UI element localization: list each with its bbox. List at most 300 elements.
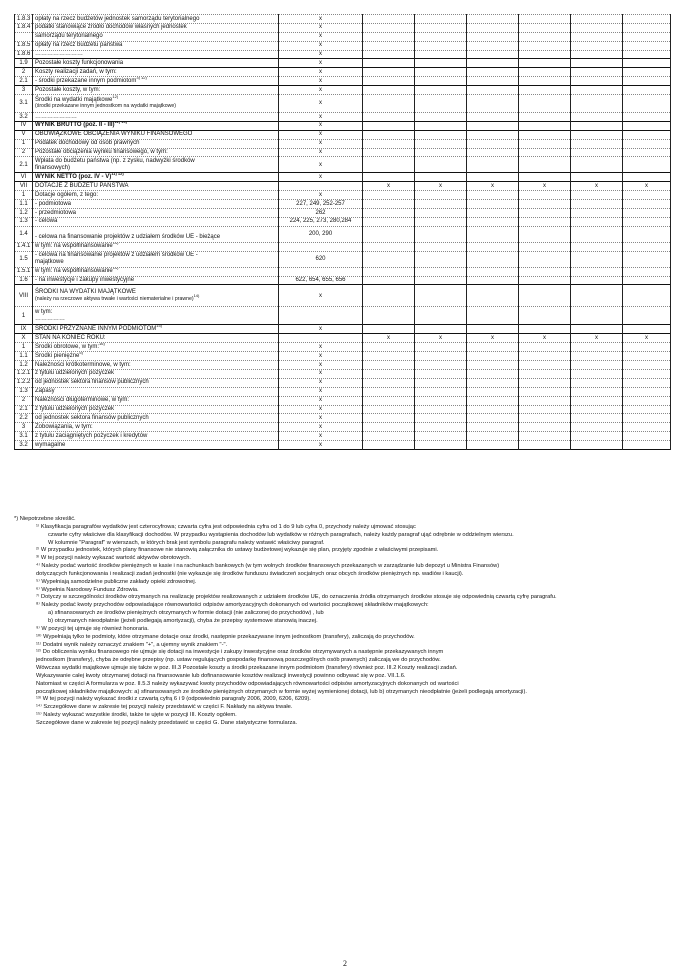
row-label-text: ŚRODKI NA WYDATKI MAJĄTKOWE — [35, 289, 136, 296]
row-label — [33, 405, 279, 414]
value-cell — [571, 285, 623, 307]
value-cell: x — [519, 182, 571, 191]
value-cell — [519, 307, 571, 325]
paragraph-cell — [279, 139, 363, 148]
value-cell — [415, 352, 467, 361]
value-cell — [571, 41, 623, 50]
value-cell — [415, 32, 467, 41]
value-cell — [623, 86, 671, 95]
value-cell — [363, 23, 415, 32]
value-cell — [363, 307, 415, 325]
value-cell — [363, 130, 415, 139]
x-mark: x — [319, 161, 322, 168]
value-cell — [571, 157, 623, 173]
x-mark: x — [319, 24, 322, 31]
row-number: VIII — [15, 285, 33, 307]
table-row — [15, 251, 671, 267]
value-cell — [623, 148, 671, 157]
row-label-text: Zobowiązania, w tym: — [35, 423, 93, 430]
value-cell — [623, 95, 671, 113]
footnote-line: a) sfinansowanych ze środków pieniężnych otrzymanych w formie dotacji (nie zaliczonej do przychodów) , lub — [48, 610, 324, 617]
value-cell — [623, 121, 671, 130]
value-cell — [519, 276, 571, 285]
value-cell — [363, 113, 415, 122]
row-label — [33, 226, 279, 242]
value-cell — [467, 432, 519, 441]
value-cell — [467, 50, 519, 59]
value-cell — [415, 191, 467, 200]
value-cell: x — [363, 334, 415, 343]
row-label-text: WYNIK BRUTTO (poz. II - III) — [35, 122, 115, 129]
value-cell — [623, 200, 671, 209]
paragraph-cell — [279, 352, 363, 361]
row-number: 1.8.5 — [15, 41, 33, 50]
paragraph-cell — [279, 86, 363, 95]
row-number: 1.2.2 — [15, 378, 33, 387]
row-label-text: od jednostek sektora finansów publicznych — [35, 414, 149, 421]
value-cell: x — [519, 334, 571, 343]
value-cell — [363, 369, 415, 378]
value-cell — [363, 378, 415, 387]
row-label-text: STAN NA KONIEC ROKU: — [35, 334, 106, 341]
table-row — [15, 113, 671, 122]
paragraph-cell: 622, 654, 655, 656 — [279, 276, 363, 285]
value-cell — [623, 405, 671, 414]
page-number: 2 — [343, 959, 347, 968]
value-cell — [519, 387, 571, 396]
row-label — [33, 191, 279, 200]
footnote-line: ¹²⁾ Do obliczenia wyniku finansowego nie ujmuje się dotacji na inwestycje i zakupy inwestycyjne oraz środków otrzymywanych a następnie przekazywanych innym — [36, 649, 444, 656]
value-cell — [571, 68, 623, 77]
x-mark: x — [319, 100, 322, 107]
paragraph-cell — [279, 423, 363, 432]
table-row — [15, 396, 671, 405]
row-number: 1.6 — [15, 276, 33, 285]
paragraph-cell — [279, 369, 363, 378]
footnote-line: Wykazywanie całej kwoty otrzymanej dotacji na finansowanie lub dofinansowanie kosztów realizacji inwestycji powinno odbywać się w poz. VII.1.6. — [36, 672, 406, 679]
value-cell — [415, 41, 467, 50]
value-cell — [415, 130, 467, 139]
value-cell — [623, 378, 671, 387]
table-row — [15, 441, 671, 450]
value-cell — [571, 32, 623, 41]
form-sheet — [14, 14, 670, 450]
footnote-ref: 16) — [99, 342, 105, 346]
footnote-line: ¹³⁾ W tej pozycji należy wykazać środki z czwartą cyfrą 6 i 9 (odpowiednio paragrafy 2006, 2009, 6206, 6209). — [36, 696, 311, 703]
value-cell — [467, 200, 519, 209]
value-cell — [571, 242, 623, 251]
row-label-text: - celowa na finansowanie projektów z udziałem środków UE - — [35, 252, 198, 259]
value-cell — [467, 95, 519, 113]
value-cell — [467, 369, 519, 378]
paragraph-cell — [279, 113, 363, 122]
value-cell — [363, 361, 415, 370]
row-label-cont: - celowa na finansowanie projektów z udziałem środków UE - bieżące — [35, 234, 221, 241]
table-row — [15, 432, 671, 441]
value-cell — [415, 173, 467, 182]
footnote-line: ⁵⁾ Wypełniają samodzielne publiczne zakłady opieki zdrowotnej. — [36, 578, 197, 585]
paragraph-cell: 262 — [279, 209, 363, 218]
value-cell — [467, 387, 519, 396]
value-cell — [363, 200, 415, 209]
paragraph-cell — [279, 23, 363, 32]
row-label — [33, 15, 279, 24]
value-cell — [363, 251, 415, 267]
value-cell — [519, 242, 571, 251]
row-label-text: opłaty na rzecz budżetu państwa — [35, 42, 123, 49]
row-label-text: z tytułu zaciągniętych pożyczek i kredytów — [35, 432, 148, 439]
value-cell — [519, 343, 571, 352]
paragraph-cell — [279, 191, 363, 200]
value-cell — [571, 139, 623, 148]
table-row — [15, 130, 671, 139]
value-cell — [571, 414, 623, 423]
value-cell — [571, 267, 623, 276]
x-mark: x — [319, 406, 322, 412]
row-label-text: opłaty na rzecz budżetów jednostek samorządu terytorialnego — [35, 15, 200, 22]
value-cell — [519, 267, 571, 276]
footnotes — [14, 516, 674, 728]
row-label-text: - na inwestycje i zakupy inwestycyjne — [35, 277, 135, 284]
paragraph-cell — [279, 130, 363, 139]
row-label-text: Należności długoterminowe, w tym: — [35, 397, 130, 404]
value-cell — [467, 32, 519, 41]
value-cell: x — [571, 182, 623, 191]
row-number: 1 — [15, 139, 33, 148]
row-label — [33, 23, 279, 32]
table-row — [15, 77, 671, 86]
row-number: 2 — [15, 396, 33, 405]
value-cell — [415, 405, 467, 414]
footnote-line: jednostkom (transfery), chyba że odrębne przepisy (np. ustaw regulujących gospodarkę finansową poszczególnych osób prawnych) zaliczają we do przychodów. — [36, 657, 441, 664]
row-number: 1.1 — [15, 200, 33, 209]
value-cell — [519, 191, 571, 200]
row-number: 3 — [15, 423, 33, 432]
paragraph-cell — [279, 325, 363, 334]
row-label — [33, 251, 279, 267]
paragraph-cell — [279, 285, 363, 307]
value-cell — [415, 200, 467, 209]
x-mark: x — [319, 441, 322, 448]
row-number: 3.1 — [15, 432, 33, 441]
value-cell — [415, 139, 467, 148]
value-cell — [363, 396, 415, 405]
row-label-text: DOTACJE Z BUDŻETU PAŃSTWA — [35, 182, 129, 189]
row-number: 1.3 — [15, 217, 33, 226]
x-mark: x — [319, 361, 322, 368]
footnote-line: dotyczących funkcjonowania i realizacji zadań jednostki (nie wykazuje się środków funduszu świadczeń socjalnych oraz obcych środków pieniężnych np. wadiów i kaucji). — [36, 570, 464, 577]
row-number: 1 — [15, 343, 33, 352]
row-label-text: - przedmiotowa — [35, 209, 77, 216]
value-cell — [623, 173, 671, 182]
value-cell — [623, 157, 671, 173]
value-cell — [363, 405, 415, 414]
financial-plan-table — [14, 14, 671, 450]
value-cell — [571, 217, 623, 226]
x-mark: x — [319, 131, 322, 138]
value-cell — [623, 396, 671, 405]
value-cell — [519, 405, 571, 414]
row-label — [33, 173, 279, 182]
table-row — [15, 387, 671, 396]
value-cell — [467, 276, 519, 285]
footnote-line: ¹⁰⁾ Wypełniają tylko te podmioty, które otrzymane dotacje oraz środki, następnie przekazywane innym jednostkom (transfery), zaliczają do przychodów. — [36, 633, 415, 640]
value-cell — [571, 209, 623, 218]
value-cell — [363, 325, 415, 334]
row-label-cont: …………… — [35, 315, 65, 322]
value-cell — [571, 15, 623, 24]
value-cell — [363, 191, 415, 200]
value-cell — [467, 251, 519, 267]
value-cell — [415, 226, 467, 242]
row-label-text: w tym: na współfinansowanie — [35, 243, 113, 250]
value-cell — [467, 148, 519, 157]
value-cell — [519, 15, 571, 24]
table-row — [15, 242, 671, 251]
x-mark: x — [319, 86, 322, 93]
value-cell — [363, 86, 415, 95]
footnote-line: ³⁾ W tej pozycji należy wykazać wartość aktywów obrotowych. — [36, 555, 192, 562]
row-label-text: Koszty realizacji zadań, w tym: — [35, 68, 117, 75]
paragraph-cell — [279, 68, 363, 77]
row-number: 2 — [15, 148, 33, 157]
footnote-ref: 11) 12) — [111, 172, 124, 176]
row-label — [33, 432, 279, 441]
value-cell — [519, 41, 571, 50]
table-row — [15, 95, 671, 113]
row-label-text: z tytułu udzielonych pożyczek — [35, 370, 115, 377]
value-cell — [415, 285, 467, 307]
value-cell — [519, 414, 571, 423]
paragraph-cell — [279, 15, 363, 24]
value-cell — [571, 113, 623, 122]
row-label — [33, 157, 279, 173]
value-cell — [623, 432, 671, 441]
footnote-line: *) Niepotrzebne skreślić. — [14, 516, 76, 522]
row-number: 1.1 — [15, 352, 33, 361]
value-cell — [519, 59, 571, 68]
row-label — [33, 378, 279, 387]
value-cell — [623, 226, 671, 242]
row-number: 3.1 — [15, 95, 33, 113]
table-row — [15, 200, 671, 209]
paragraph-cell — [279, 41, 363, 50]
row-label — [33, 423, 279, 432]
value-cell — [363, 285, 415, 307]
row-number: 1.2 — [15, 361, 33, 370]
value-cell — [363, 276, 415, 285]
row-label — [33, 41, 279, 50]
row-label — [33, 242, 279, 251]
value-cell — [363, 352, 415, 361]
value-cell — [571, 173, 623, 182]
value-cell — [519, 173, 571, 182]
value-cell — [623, 307, 671, 325]
row-label — [33, 200, 279, 209]
value-cell — [467, 242, 519, 251]
row-label — [33, 95, 279, 113]
value-cell — [623, 59, 671, 68]
row-label — [33, 86, 279, 95]
row-number — [15, 32, 33, 41]
value-cell — [415, 15, 467, 24]
footnote-line: ⁸⁾ Należy podać kwoty przychodów odpowiadające równowartości odpisów amortyzacyjnych dokonanych od wartości początkowej składników majątkowych: — [36, 602, 429, 609]
row-label — [33, 387, 279, 396]
value-cell — [571, 405, 623, 414]
row-label-cont: finansowych) — [35, 164, 71, 171]
footnote-line: ⁹⁾ W pozycji tej ujmuje się również honoraria. — [36, 625, 149, 632]
row-label — [33, 267, 279, 276]
value-cell — [415, 343, 467, 352]
value-cell — [623, 191, 671, 200]
value-cell — [623, 369, 671, 378]
value-cell — [363, 15, 415, 24]
value-cell — [571, 86, 623, 95]
table-row — [15, 121, 671, 130]
value-cell — [363, 217, 415, 226]
value-cell — [467, 441, 519, 450]
footnote-line: W kolumnie "Paragraf" w wierszach, w których brak jest symbolu paragrafu należy wstawić właściwy paragraf. — [48, 539, 325, 546]
value-cell — [363, 441, 415, 450]
row-label — [33, 121, 279, 130]
paragraph-cell — [279, 432, 363, 441]
paragraph-cell: 227, 249, 252-257 — [279, 200, 363, 209]
row-number: 3.2 — [15, 113, 33, 122]
value-cell — [363, 32, 415, 41]
value-cell — [623, 423, 671, 432]
row-label-text: Pozostałe koszty, w tym: — [35, 86, 101, 93]
x-mark: x — [319, 51, 322, 58]
row-label — [33, 334, 279, 343]
table-row — [15, 209, 671, 218]
table-row — [15, 182, 671, 191]
value-cell — [623, 267, 671, 276]
paragraph-cell — [279, 50, 363, 59]
value-cell — [415, 157, 467, 173]
value-cell — [571, 276, 623, 285]
value-cell — [415, 251, 467, 267]
value-cell: x — [467, 334, 519, 343]
value-cell — [363, 95, 415, 113]
value-cell — [415, 59, 467, 68]
row-number: 1 — [15, 191, 33, 200]
table-row — [15, 157, 671, 173]
paragraph-cell — [279, 148, 363, 157]
row-label — [33, 139, 279, 148]
x-mark: x — [319, 388, 322, 395]
row-label-text: WYNIK NETTO (poz. IV - V) — [35, 173, 112, 180]
paragraph-cell — [279, 361, 363, 370]
paragraph-cell — [279, 95, 363, 113]
value-cell — [363, 148, 415, 157]
value-cell — [467, 121, 519, 130]
table-row — [15, 405, 671, 414]
row-number: 2.1 — [15, 157, 33, 173]
value-cell — [467, 157, 519, 173]
row-label — [33, 50, 279, 59]
row-number: V — [15, 130, 33, 139]
row-number: 1.2 — [15, 209, 33, 218]
value-cell — [415, 121, 467, 130]
paragraph-cell — [279, 405, 363, 414]
row-label-text: Pozostałe koszty funkcjonowania — [35, 59, 124, 66]
paragraph-cell — [279, 307, 363, 325]
x-mark: x — [319, 432, 322, 439]
paragraph-cell — [279, 157, 363, 173]
value-cell — [571, 50, 623, 59]
paragraph-cell — [279, 387, 363, 396]
value-cell — [467, 209, 519, 218]
value-cell — [415, 369, 467, 378]
row-label-text: Środki obrotowe, w tym: — [35, 343, 100, 350]
value-cell — [623, 23, 671, 32]
value-cell — [363, 59, 415, 68]
row-label-text: podatki stanowiące źródło dochodów własnych jednostek — [35, 24, 187, 31]
table-row — [15, 148, 671, 157]
value-cell — [415, 276, 467, 285]
paragraph-cell — [279, 378, 363, 387]
row-label — [33, 217, 279, 226]
footnote-ref: 15) — [156, 324, 163, 328]
row-label-text: Dotacje ogółem, z tego: — [35, 191, 99, 198]
paragraph-cell — [279, 32, 363, 41]
value-cell — [519, 77, 571, 86]
value-cell — [571, 378, 623, 387]
table-row — [15, 226, 671, 242]
table-row — [15, 217, 671, 226]
value-cell — [571, 307, 623, 325]
row-label — [33, 285, 279, 307]
table-row — [15, 285, 671, 307]
value-cell — [415, 307, 467, 325]
value-cell — [519, 32, 571, 41]
value-cell — [519, 251, 571, 267]
value-cell — [623, 285, 671, 307]
value-cell — [415, 113, 467, 122]
row-label-text: - celowa — [35, 218, 58, 225]
value-cell — [415, 242, 467, 251]
table-row — [15, 352, 671, 361]
footnote-line: ¹⁵⁾ Należy wykazać wszystkie środki, także te ujęte w pozycji III. Koszty ogółem. — [36, 712, 237, 719]
paragraph-cell — [279, 267, 363, 276]
paragraph-cell — [279, 121, 363, 130]
value-cell — [467, 68, 519, 77]
value-cell — [467, 139, 519, 148]
value-cell — [415, 361, 467, 370]
x-mark: x — [319, 15, 322, 22]
value-cell — [415, 217, 467, 226]
value-cell — [415, 432, 467, 441]
row-label-text: …………………… — [35, 51, 83, 58]
value-cell — [571, 325, 623, 334]
value-cell — [623, 77, 671, 86]
value-cell — [571, 361, 623, 370]
value-cell — [623, 68, 671, 77]
row-label — [33, 352, 279, 361]
value-cell — [363, 77, 415, 86]
row-label-text: samorządu terytorialnego — [35, 33, 103, 40]
value-cell — [415, 68, 467, 77]
row-label — [33, 148, 279, 157]
x-mark: x — [319, 379, 322, 386]
value-cell — [519, 441, 571, 450]
value-cell — [519, 139, 571, 148]
table-row — [15, 86, 671, 95]
x-mark: x — [319, 140, 322, 147]
row-label — [33, 77, 279, 86]
value-cell: x — [571, 334, 623, 343]
value-cell — [415, 50, 467, 59]
